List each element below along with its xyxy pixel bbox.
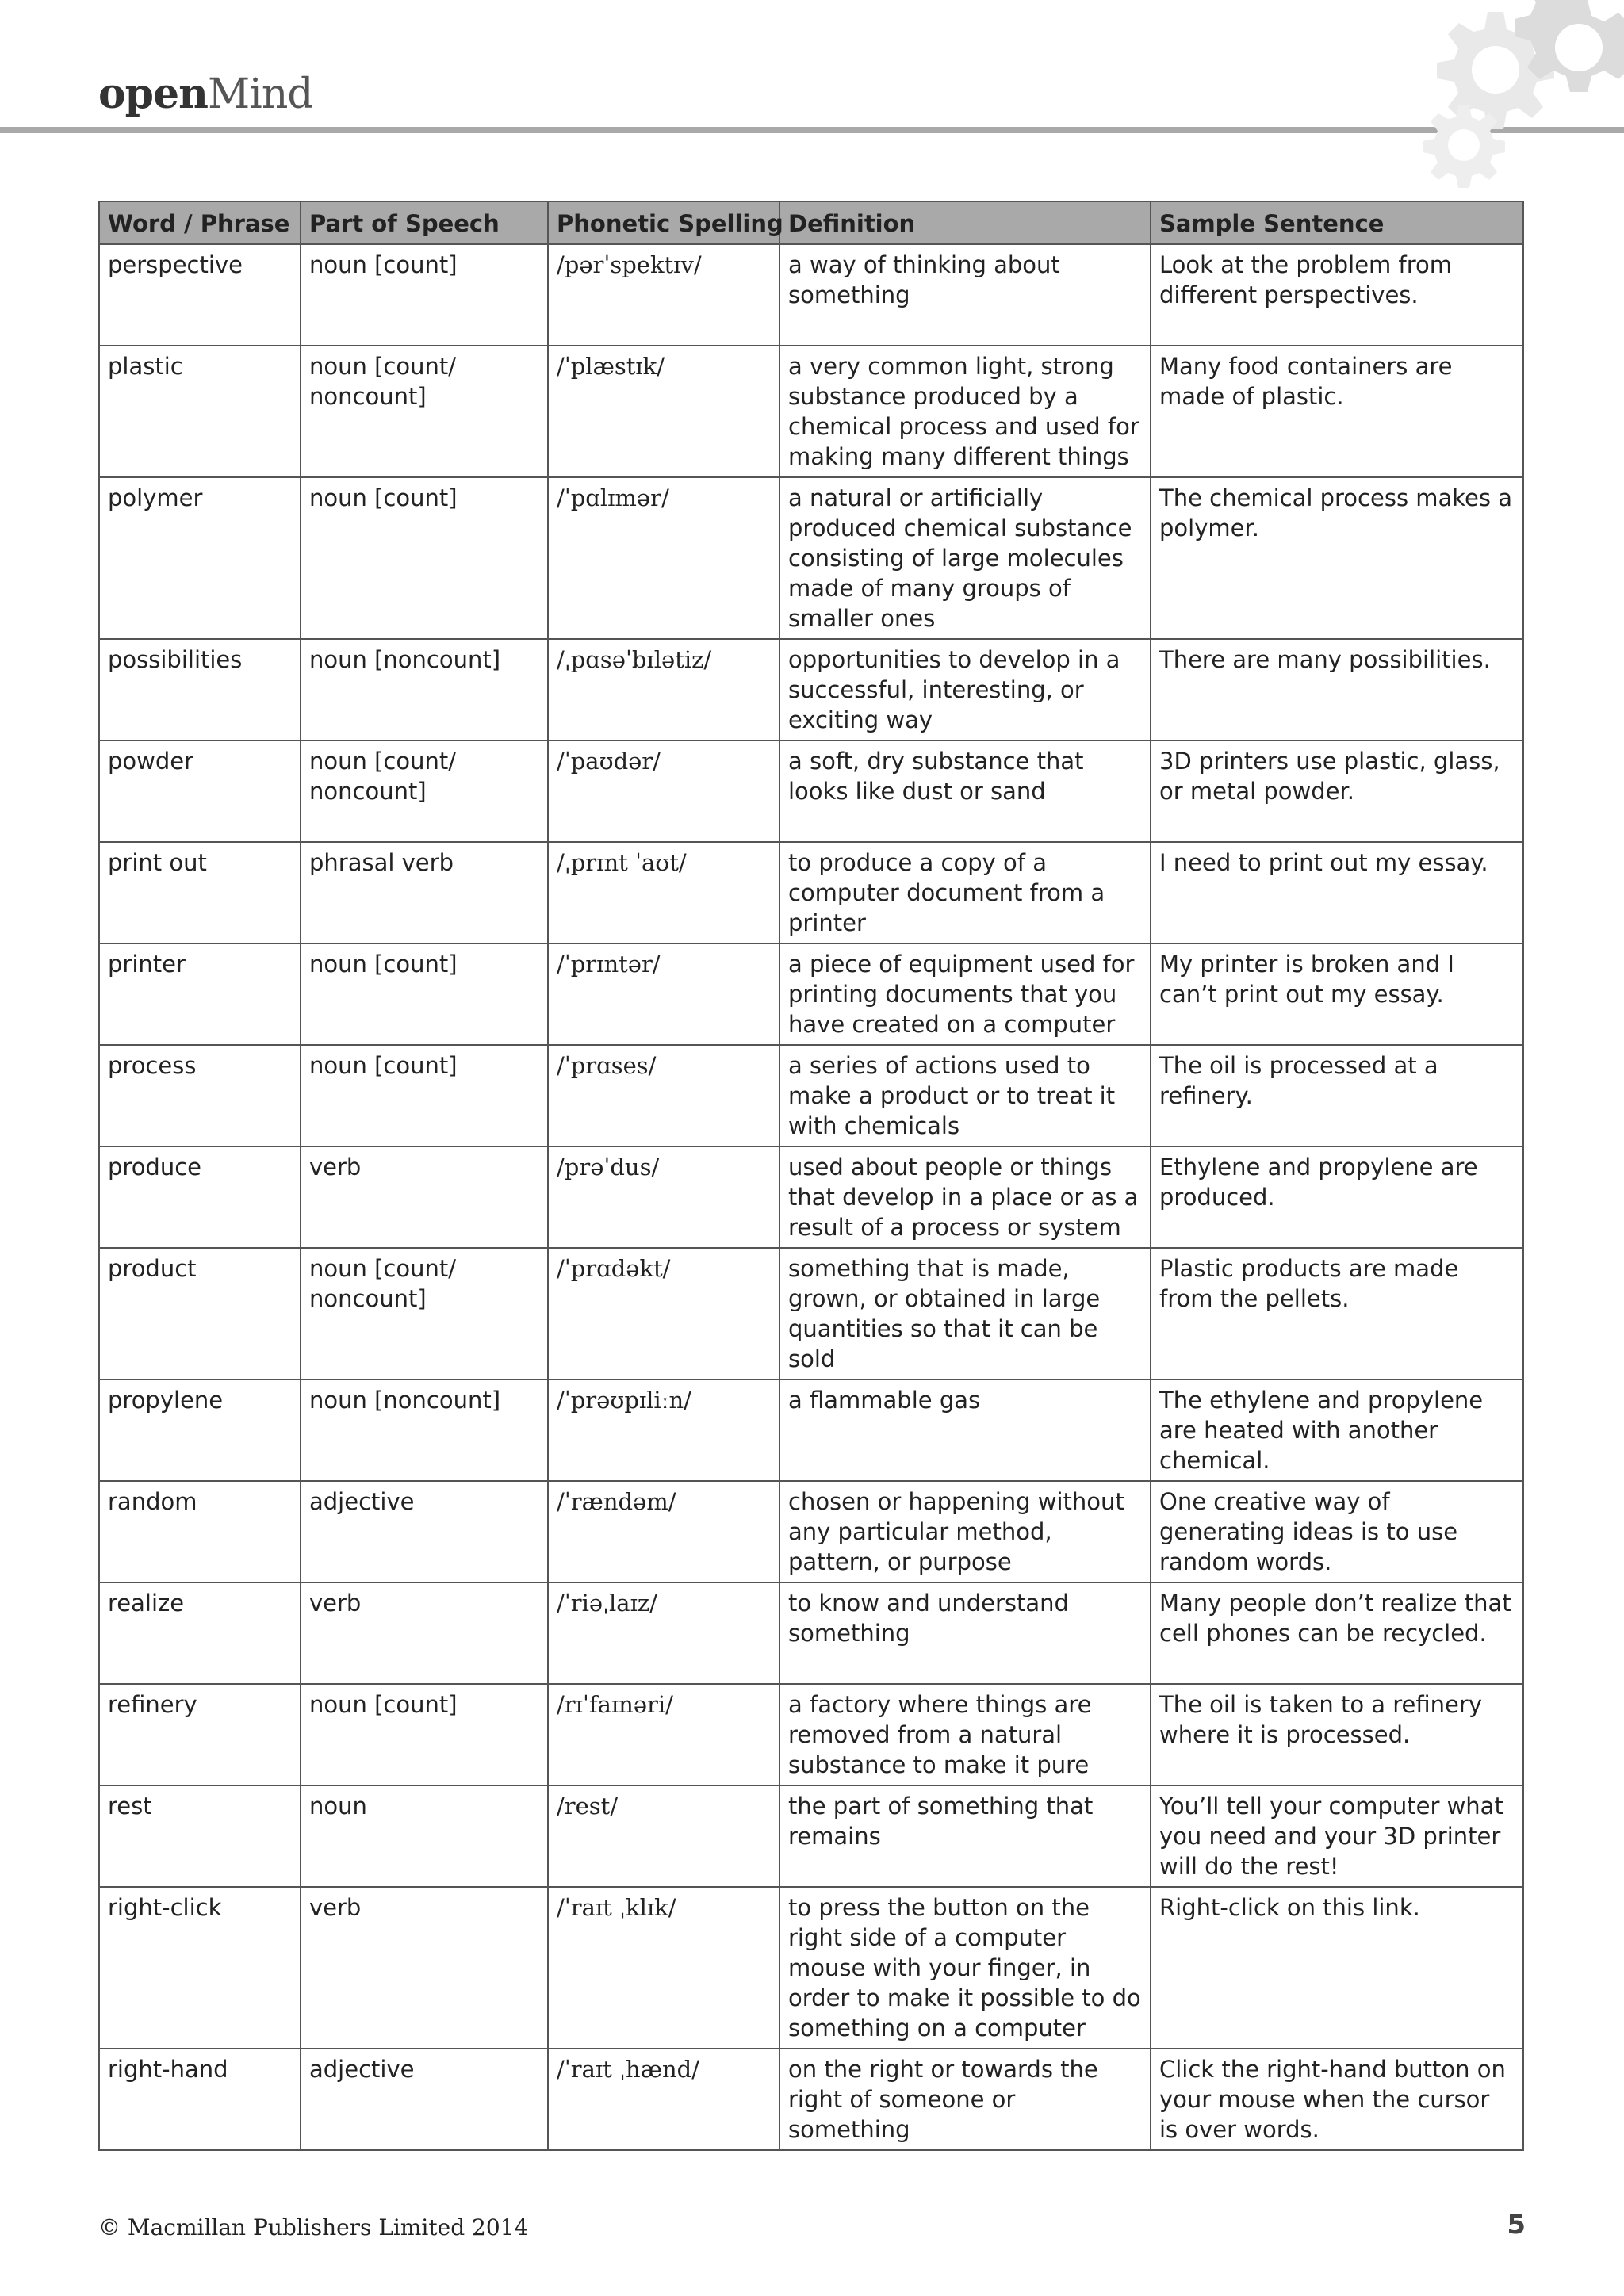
- sample-sentence-cell: You’ll tell your computer what you need and your 3D printer will do the rest!: [1151, 1785, 1523, 1887]
- table-row: [99, 2049, 1523, 2150]
- definition-cell: to press the button on the right side of a computer mouse with your finger, in order to make it possible to do something on a computer: [779, 1887, 1151, 2049]
- word-cell: propylene: [99, 1380, 301, 1481]
- part-of-speech-cell: verb: [301, 1582, 548, 1684]
- sample-sentence-cell: One creative way of generating ideas is to use random words.: [1151, 1481, 1523, 1582]
- definition-cell: a piece of equipment used for printing documents that you have created on a computer: [779, 943, 1151, 1045]
- gears-decoration-icon: [1354, 0, 1624, 190]
- definition-cell: a very common light, strong substance produced by a chemical process and used for making many different things: [779, 346, 1151, 477]
- column-header-definition: Definition: [779, 201, 1151, 244]
- word-cell: rest: [99, 1785, 301, 1887]
- word-cell: plastic: [99, 346, 301, 477]
- phonetic-cell: /ˌprɪnt ˈaʊt/: [548, 842, 779, 943]
- phonetic-cell: /ˈraɪt ˌklɪk/: [548, 1887, 779, 2049]
- logo-open: open: [98, 70, 208, 118]
- sample-sentence-cell: The oil is processed at a refinery.: [1151, 1045, 1523, 1146]
- part-of-speech-cell: noun [count]: [301, 477, 548, 639]
- word-cell: powder: [99, 740, 301, 842]
- part-of-speech-cell: noun [count/ noncount]: [301, 346, 548, 477]
- phonetic-cell: /ˈpɑlɪmər/: [548, 477, 779, 639]
- part-of-speech-cell: noun [count]: [301, 1684, 548, 1785]
- sample-sentence-cell: The ethylene and propylene are heated with another chemical.: [1151, 1380, 1523, 1481]
- sample-sentence-cell: Click the right-hand button on your mouse when the cursor is over words.: [1151, 2049, 1523, 2150]
- definition-cell: a series of actions used to make a product or to treat it with chemicals: [779, 1045, 1151, 1146]
- sample-sentence-cell: The chemical process makes a polymer.: [1151, 477, 1523, 639]
- table-row: [99, 1684, 1523, 1785]
- definition-cell: something that is made, grown, or obtained in large quantities so that it can be sold: [779, 1248, 1151, 1380]
- part-of-speech-cell: noun [count]: [301, 244, 548, 346]
- part-of-speech-cell: noun [count]: [301, 943, 548, 1045]
- word-cell: product: [99, 1248, 301, 1380]
- column-header-word: Word / Phrase: [99, 201, 301, 244]
- phonetic-cell: /ˈrændəm/: [548, 1481, 779, 1582]
- table-row: [99, 1582, 1523, 1684]
- sample-sentence-cell: 3D printers use plastic, glass, or metal powder.: [1151, 740, 1523, 842]
- word-cell: possibilities: [99, 639, 301, 740]
- table-row: [99, 346, 1523, 477]
- phonetic-cell: /pərˈspektɪv/: [548, 244, 779, 346]
- word-cell: right-click: [99, 1887, 301, 2049]
- table-row: [99, 1785, 1523, 1887]
- sample-sentence-cell: Many food containers are made of plastic.: [1151, 346, 1523, 477]
- word-cell: print out: [99, 842, 301, 943]
- definition-cell: a factory where things are removed from a natural substance to make it pure: [779, 1684, 1151, 1785]
- definition-cell: the part of something that remains: [779, 1785, 1151, 1887]
- word-cell: random: [99, 1481, 301, 1582]
- table-row: [99, 1248, 1523, 1380]
- table-row: [99, 477, 1523, 639]
- part-of-speech-cell: noun: [301, 1785, 548, 1887]
- table-row: [99, 639, 1523, 740]
- vocabulary-table: [98, 201, 1524, 2151]
- definition-cell: on the right or towards the right of someone or something: [779, 2049, 1151, 2150]
- copyright-notice: © Macmillan Publishers Limited 2014: [98, 2214, 529, 2241]
- definition-cell: chosen or happening without any particular method, pattern, or purpose: [779, 1481, 1151, 1582]
- sample-sentence-cell: Look at the problem from different perspectives.: [1151, 244, 1523, 346]
- word-cell: printer: [99, 943, 301, 1045]
- sample-sentence-cell: I need to print out my essay.: [1151, 842, 1523, 943]
- word-cell: right-hand: [99, 2049, 301, 2150]
- part-of-speech-cell: phrasal verb: [301, 842, 548, 943]
- sample-sentence-cell: There are many possibilities.: [1151, 639, 1523, 740]
- definition-cell: a soft, dry substance that looks like dust or sand: [779, 740, 1151, 842]
- word-cell: refinery: [99, 1684, 301, 1785]
- sample-sentence-cell: The oil is taken to a refinery where it is processed.: [1151, 1684, 1523, 1785]
- definition-cell: to know and understand something: [779, 1582, 1151, 1684]
- phonetic-cell: /ˈprɑdəkt/: [548, 1248, 779, 1380]
- sample-sentence-cell: My printer is broken and I can’t print out my essay.: [1151, 943, 1523, 1045]
- phonetic-cell: /ˈpaʊdər/: [548, 740, 779, 842]
- phonetic-cell: /ˈprɑses/: [548, 1045, 779, 1146]
- table-row: [99, 1045, 1523, 1146]
- column-header-part-of-speech: Part of Speech: [301, 201, 548, 244]
- definition-cell: a way of thinking about something: [779, 244, 1151, 346]
- phonetic-cell: /ˈprɪntər/: [548, 943, 779, 1045]
- part-of-speech-cell: noun [noncount]: [301, 1380, 548, 1481]
- part-of-speech-cell: adjective: [301, 1481, 548, 1582]
- part-of-speech-cell: adjective: [301, 2049, 548, 2150]
- definition-cell: opportunities to develop in a successful, interesting, or exciting way: [779, 639, 1151, 740]
- table-row: [99, 740, 1523, 842]
- word-cell: perspective: [99, 244, 301, 346]
- part-of-speech-cell: verb: [301, 1887, 548, 2049]
- table-row: [99, 1481, 1523, 1582]
- sample-sentence-cell: Ethylene and propylene are produced.: [1151, 1146, 1523, 1248]
- definition-cell: a natural or artificially produced chemical substance consisting of large molecules made of many groups of smaller ones: [779, 477, 1151, 639]
- table-row: [99, 1146, 1523, 1248]
- phonetic-cell: /ˈriəˌlaɪz/: [548, 1582, 779, 1684]
- phonetic-cell: /ˈplæstɪk/: [548, 346, 779, 477]
- part-of-speech-cell: noun [count/ noncount]: [301, 1248, 548, 1380]
- page-header: [0, 0, 1624, 143]
- table-row: [99, 842, 1523, 943]
- page-number: 5: [1507, 2209, 1526, 2241]
- word-cell: realize: [99, 1582, 301, 1684]
- definition-cell: to produce a copy of a computer document from a printer: [779, 842, 1151, 943]
- table-row: [99, 943, 1523, 1045]
- logo-mind: Mind: [207, 71, 313, 118]
- table-row: [99, 1887, 1523, 2049]
- table-row: [99, 1380, 1523, 1481]
- word-cell: process: [99, 1045, 301, 1146]
- column-header-phonetic: Phonetic Spelling: [548, 201, 779, 244]
- phonetic-cell: /ˈraɪt ˌhænd/: [548, 2049, 779, 2150]
- table-row: [99, 244, 1523, 346]
- table-header-row: [99, 201, 1523, 244]
- sample-sentence-cell: Many people don’t realize that cell phones can be recycled.: [1151, 1582, 1523, 1684]
- phonetic-cell: /ˌpɑsəˈbɪlətiz/: [548, 639, 779, 740]
- column-header-sample: Sample Sentence: [1151, 201, 1523, 244]
- part-of-speech-cell: noun [noncount]: [301, 639, 548, 740]
- part-of-speech-cell: noun [count/ noncount]: [301, 740, 548, 842]
- sample-sentence-cell: Plastic products are made from the pellets.: [1151, 1248, 1523, 1380]
- part-of-speech-cell: noun [count]: [301, 1045, 548, 1146]
- phonetic-cell: /prəˈdus/: [548, 1146, 779, 1248]
- part-of-speech-cell: verb: [301, 1146, 548, 1248]
- phonetic-cell: /rest/: [548, 1785, 779, 1887]
- word-cell: polymer: [99, 477, 301, 639]
- definition-cell: used about people or things that develop in a place or as a result of a process or system: [779, 1146, 1151, 1248]
- phonetic-cell: /ˈprəʊpɪliːn/: [548, 1380, 779, 1481]
- word-cell: produce: [99, 1146, 301, 1248]
- sample-sentence-cell: Right-click on this link.: [1151, 1887, 1523, 2049]
- definition-cell: a flammable gas: [779, 1380, 1151, 1481]
- openmind-logo: [98, 70, 313, 118]
- phonetic-cell: /rɪˈfaɪnəri/: [548, 1684, 779, 1785]
